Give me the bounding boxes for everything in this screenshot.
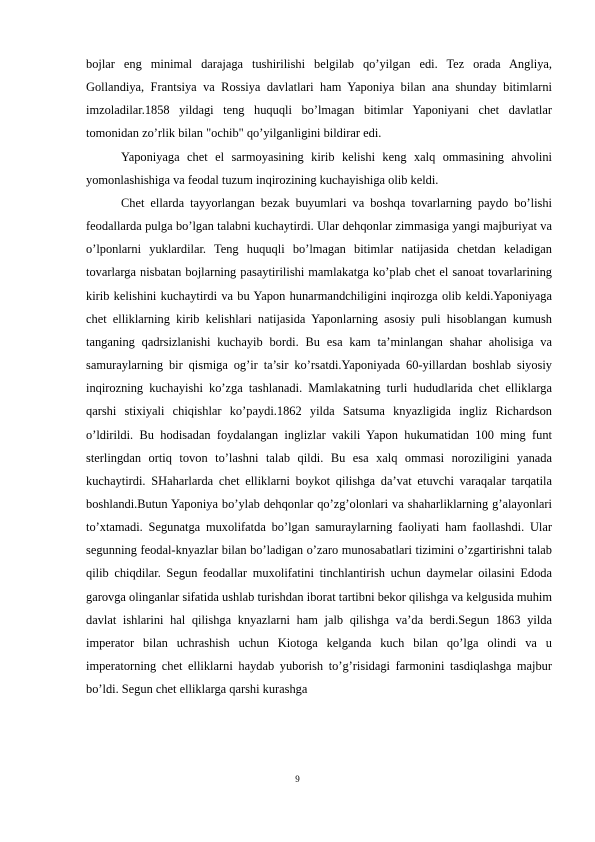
paragraph-3: Chet ellarda tayyorlangan bezak buyumlari va boshqa tovarlarning paydo bo’lishi feodallarda pulga bo’lgan talabni kuchaytirdi. Ular dehqonlar zimmasiga yangi majburiyat va o’lponlarni yuklardilar. Teng huquqli bo’lmagan bitimlar natijasida chetdan keladigan tovarlarga nisbatan bojlarning pasaytirilishi mamlakatga ko’plab chet el sanoat tovarlarining kirib kelishini kuchaytirdi va bu Yapon hunarmandchiligini inqirozga olib keldi.Yaponiyaga chet elliklarning kirib kelishlari natijasida Yaponlarning asosiy puli hisoblangan kumush tanganing qadrsizlanishi kuchayib bordi. Bu esa kam ta’minlangan shahar aholisiga va samuraylarning bir qismiga og’ir ta’sir ko’rsatdi.Yaponiyada 60-yillardan boshlab siyosiy inqirozning kuchayishi ko’zga tashlanadi. Mamlakatning turli hududlarida chet elliklarga qarshi stixiyali chiqishlar ko’paydi.1862 yilda Satsuma knyazligida ingliz Richardson o’ldirildi. Bu hodisadan foydalangan inglizlar vakili Yapon hukumatidan 100 ming funt sterlingdan ortiq tovon to’lashni talab qildi. Bu esa xalq ommasi noroziligini yanada kuchaytirdi. SHaharlarda chet elliklarni boykot qilishga da’vat etuvchi varaqalar tarqatila boshlandi.Butun Yaponiya bo’ylab dehqonlar qo’zg’olonlari va shaharliklarning g’alayonlari to’xtamadi. Segunatga muxolifatda bo’lgan samuraylarning faoliyati ham faollashdi. Ular segunning feodal-knyazlar bilan bo’ladigan o’zaro munosabatlari tizimini o’zgartirishni talab qilib chiqdilar. Segun feodallar muxolifatini tinchlantirish uchun daymelar oilasini Edoda garovga olinganlar sifatida ushlab turishdan iborat tartibni bekor qilishga va kelgusida muhim davlat ishlarini hal qilishga knyazlarni ham jalb qilishga va’da berdi.Segun 1863 yilda imperator bilan uchrashish uchun Kiotoga kelganda kuch bilan qo’lga olindi va u imperatorning chet elliklarni haydab yuborish to’g’risidagi farmonini tasdiqlashga majbur bo’ldi. Segun chet elliklarga qarshi kurashga <box>86 195 552 697</box>
paragraph-2: Yaponiyaga chet el sarmoyasining kirib kelishi keng xalq ommasining ahvolini yomonlashishiga va feodal tuzum inqirozining kuchayishiga olib keldi. <box>86 149 552 187</box>
page-number: 9 <box>295 774 300 784</box>
paragraph-1: bojlar eng minimal darajaga tushirilishi belgilab qo’yilgan edi. Tez orada Angliya, Gollandiya, Frantsiya va Rossiya davlatlari ham Yaponiya bilan ana shunday bitimlarni imzoladilar.1858 yildagi teng huquqli bo’lmagan bitimlar Yaponiyani chet davlatlar tomonidan zo’rlik bilan "ochib" qo’yilganligini bildirar edi. <box>86 57 552 141</box>
document-body <box>86 53 552 701</box>
